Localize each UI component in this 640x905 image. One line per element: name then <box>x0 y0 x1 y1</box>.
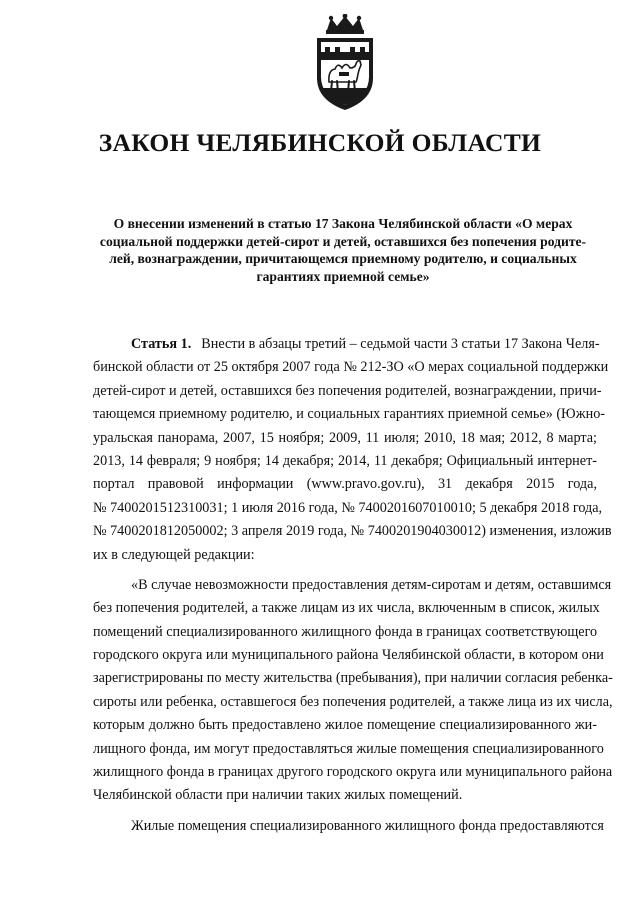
subtitle-line: гарантиях приемной семье» <box>256 268 430 284</box>
quote-line: городского округа или муниципального района Челябинской области, в котором они <box>93 647 604 664</box>
article-line: портал правовой информации (www.pravo.gov.ru), 31 декабря 2015 года, <box>93 476 597 493</box>
article-first-line-text: Внести в абзацы третий – седьмой части 3 статьи 17 Закона Челя- <box>201 336 600 352</box>
next-paragraph-line: Жилые помещения специализированного жилищного фонда предоставляются <box>131 817 604 834</box>
law-title: ЗАКОН ЧЕЛЯБИНСКОЙ ОБЛАСТИ <box>98 128 542 157</box>
quote-paragraph <box>93 574 613 808</box>
subtitle-line: О внесении изменений в статью 17 Закона Челябинской области «О мерах <box>113 216 573 231</box>
article-line: тающемся приемному родителю, и социальных гарантиях приемной семье» (Южно- <box>93 406 606 423</box>
coat-of-arms-emblem <box>309 14 381 114</box>
quote-line: зарегистрированы по месту жительства (пребывания), при наличии согласия ребенка- <box>93 670 613 687</box>
article-line: их в следующей редакции: <box>93 546 255 563</box>
quote-line: «В случае невозможности предоставления детям-сиротам и детям, оставшимся <box>131 576 612 593</box>
next-paragraph <box>93 815 604 838</box>
article-line: № 7400201812050002; 3 апреля 2019 года, № 7400201904030012) изменения, изложив <box>93 523 612 540</box>
article-label: Статья 1. <box>131 336 192 352</box>
quote-line: которым должно быть предоставлено жилое помещение специализированного жи- <box>93 717 597 734</box>
document-body <box>93 333 613 838</box>
article-line: № 7400201512310031; 1 июля 2016 года, № 7400201607010010; 5 декабря 2018 года, <box>93 499 603 516</box>
article-paragraph <box>93 333 612 567</box>
article-line: 2013, 14 февраля; 9 ноября; 14 декабря; 2014, 11 декабря; Официальный интернет- <box>93 452 597 469</box>
quote-line: лищного фонда, им могут предоставляться жилые помещения специализированного <box>93 740 604 757</box>
article-line: бинской области от 25 октября 2007 года № 212-ЗО «О мерах социальной поддержки <box>93 359 609 376</box>
quote-line: без попечения родителей, а также лицам из их числа, включенным в список, жилых <box>93 600 600 617</box>
quote-line: помещений специализированного жилищного фонда в границах соответствующего <box>93 623 598 640</box>
law-subtitle <box>93 215 593 285</box>
article-line: уральская панорама, 2007, 15 ноября; 2009, 11 июля; 2010, 18 мая; 2012, 8 марта; <box>93 429 597 446</box>
article-line: детей-сирот и детей, оставшихся без попечения родителей, вознаграждении, причи- <box>93 382 602 399</box>
quote-line: жилищного фонда в границах другого городского округа или муниципального района <box>93 764 613 781</box>
quote-line: сироты или ребенка, оставшегося без попечения родителей, а также лица из их числа, <box>93 693 613 710</box>
subtitle-line: лей, вознаграждении, причитающемся приемному родителю, и социальных <box>109 251 577 266</box>
quote-line: Челябинской области при наличии таких жилых помещений. <box>93 787 463 804</box>
subtitle-line: социальной поддержки детей-сирот и детей, оставшихся без попечения родите- <box>99 233 587 249</box>
article-first-line <box>93 333 600 356</box>
